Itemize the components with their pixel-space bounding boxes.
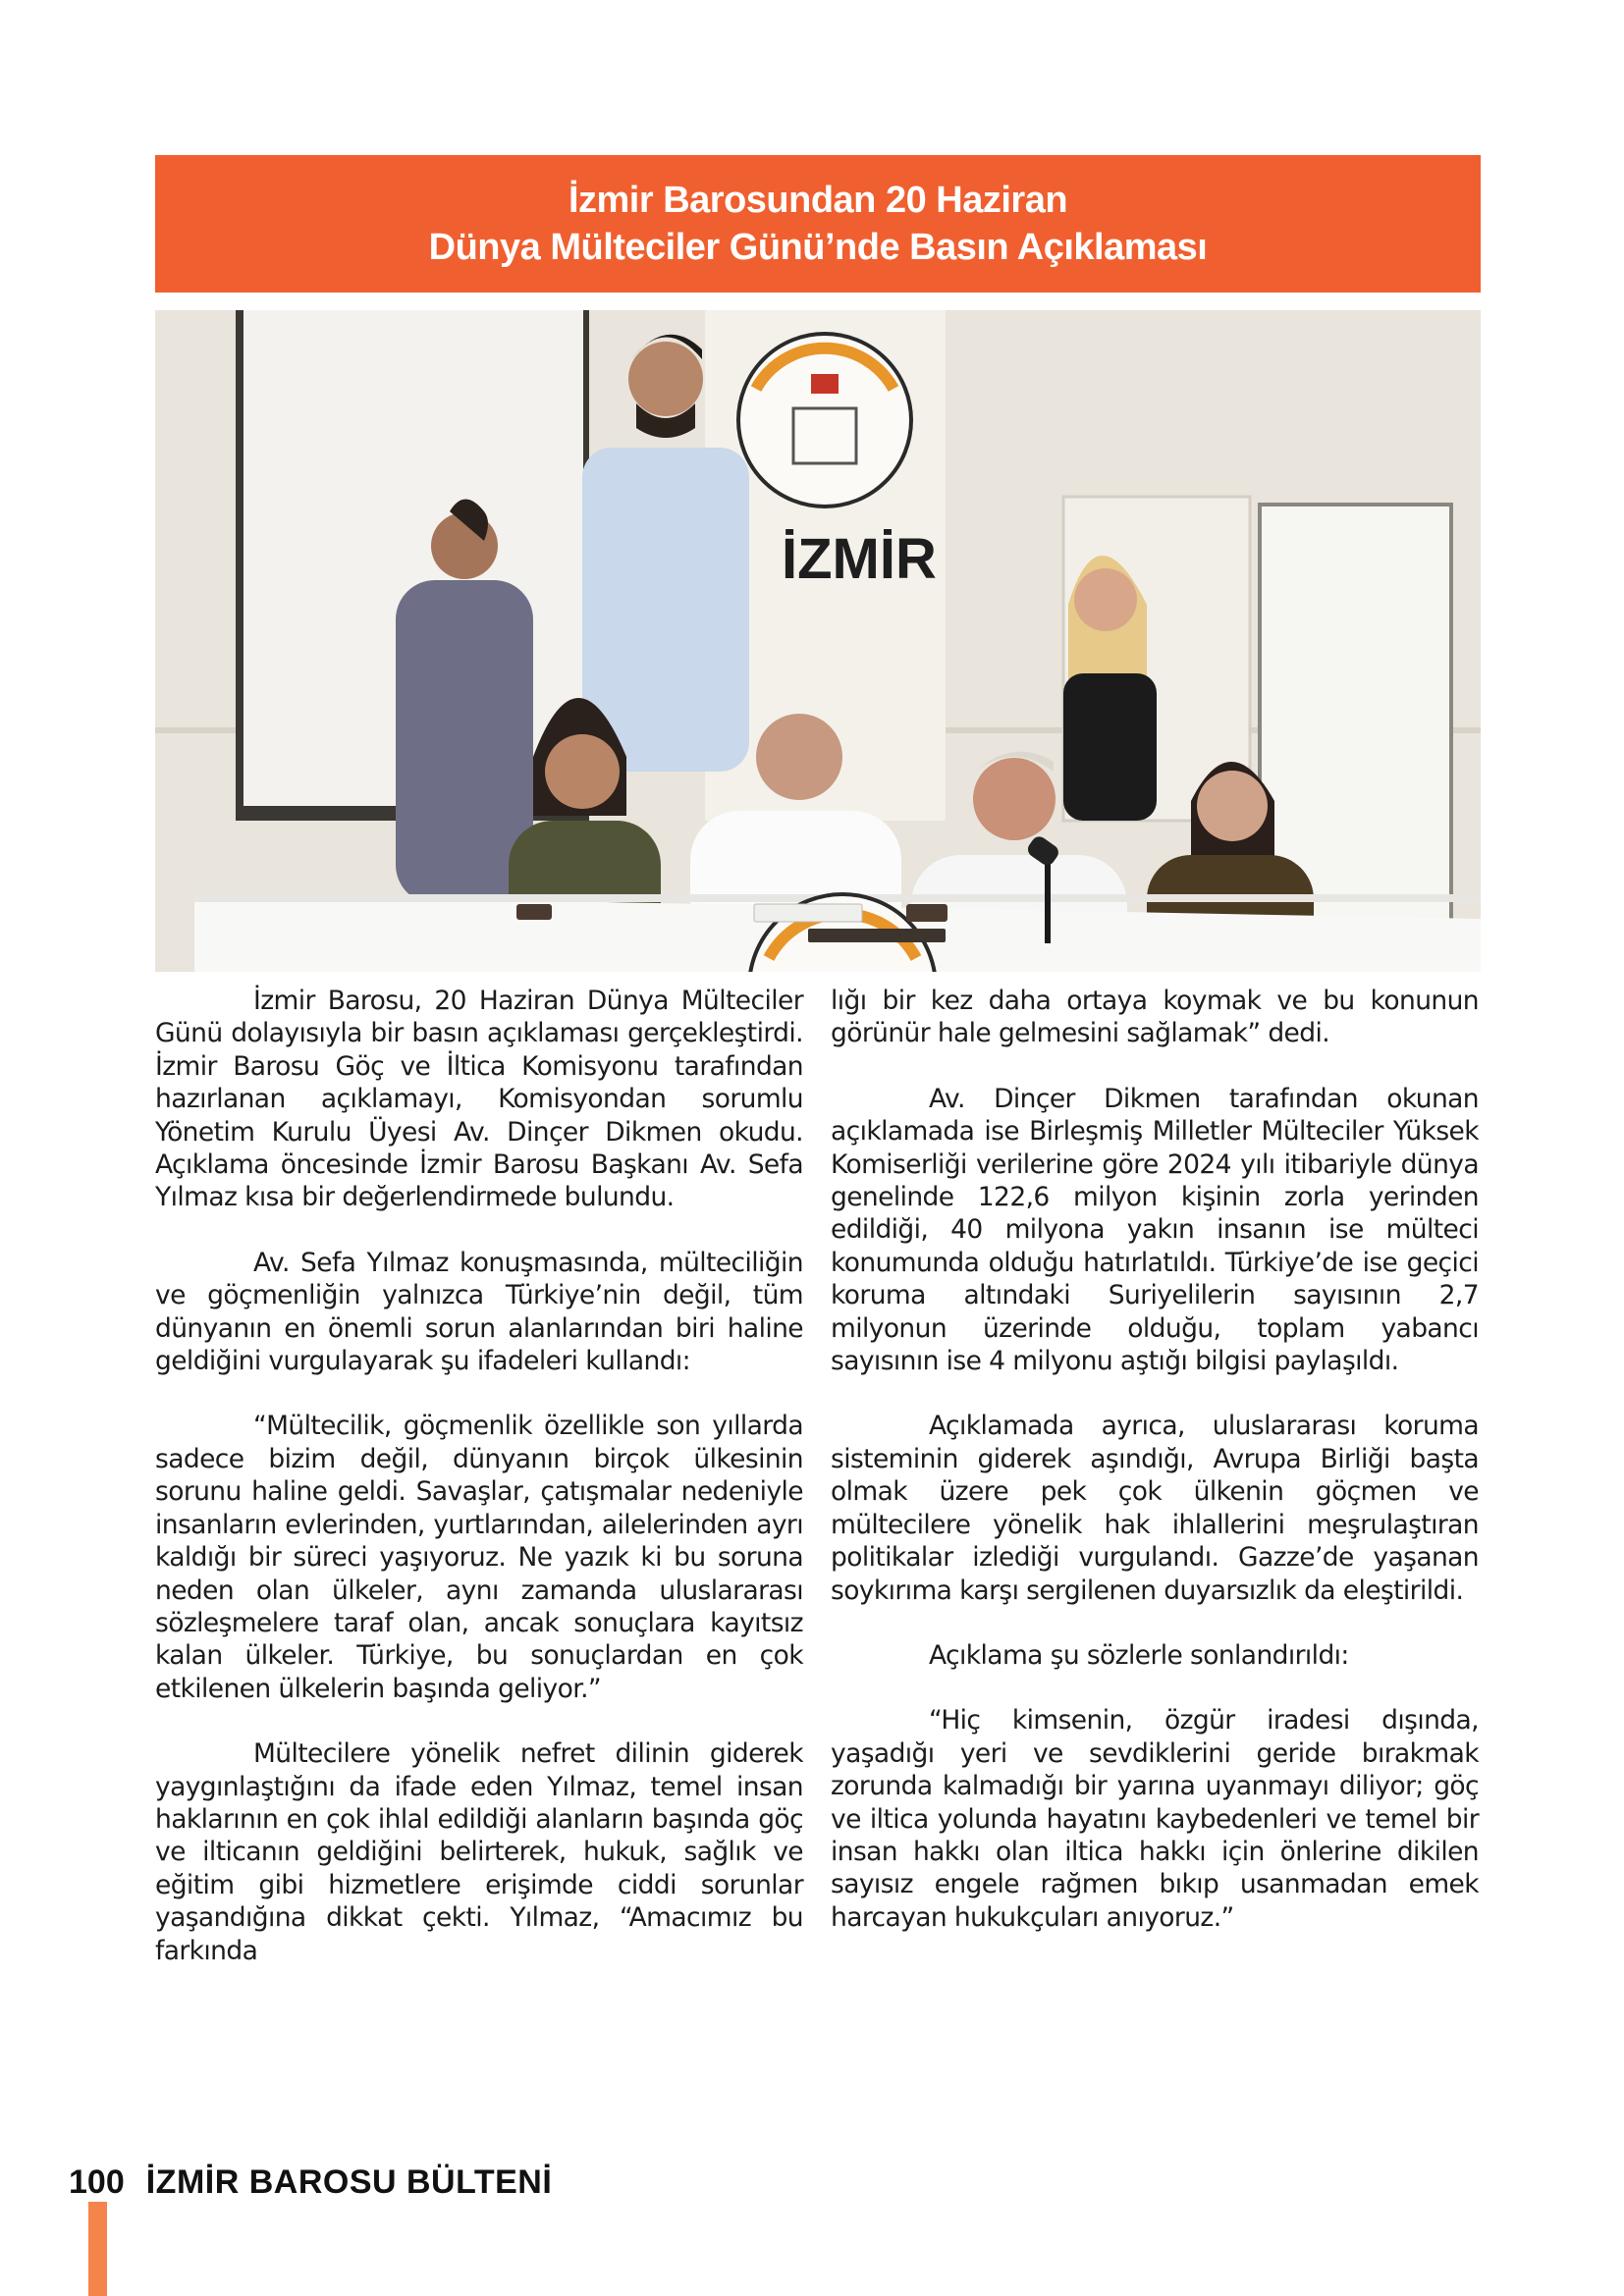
microphone-stand xyxy=(1045,855,1051,943)
quote-paragraph: “Hiç kimsenin, özgür iradesi dışında, yaşadığı yeri ve sevdiklerini geride bırakmak zorunda kalmadığı bir yarına uyanmayı diliyor; göç ve iltica yolunda hayatını kaybedenleri ve temel bir insan hakkı olan iltica hakkı için önlerine dikilen sayısız engele rağmen bıkıp usanmadan emek harcayan hukukçuları anıyoruz.” xyxy=(831,1705,1479,1933)
page-footer xyxy=(69,2163,552,2202)
papers xyxy=(754,904,862,922)
banner-logo xyxy=(738,334,911,507)
quote-paragraph: “Mültecilik, göçmenlik özellikle son yıllarda sadece bizim değil, dünyanın birçok ülkesinin sorunu haline geldi. Savaşlar, çatışmalar nedeniyle insanların evlerinden, yurtlarından, ailelerinden ayrı kaldığı bir süreci yaşıyoruz. Ne yazık ki bu soruna neden olan ülkeler, aynı zamanda uluslararası sözleşmelere taraf olan, ancak sonuçlara kayıtsız kalan ülkeler. Türkiye, bu sonuçlardan en çok etkilenen ülkelerin başında geliyor.” xyxy=(155,1411,803,1704)
phone xyxy=(906,904,947,922)
photo-scene xyxy=(155,310,1481,972)
phone xyxy=(516,904,552,920)
article-title-line-2: Dünya Mülteciler Günü’nde Basın Açıklaması xyxy=(428,227,1208,268)
paragraph-continued: lığı bir kez daha ortaya koymak ve bu konunun görünür hale gelmesini sağlamak” dedi. xyxy=(831,986,1479,1049)
paragraph: Av. Dinçer Dikmen tarafından okunan açıklamada ise Birleşmiş Milletler Mülteciler Yüksek Komiserliği verilerine göre 2024 yılı itibariyle dünya genelinde 122,6 milyon kişinin zorla yerinden edildiği, 40 milyona yakın insanın ise mülteci konumunda olduğu hatırlatıldı. Türkiye’de ise geçici koruma altındaki Suriyelilerin sayısının 2,7 milyonun üzerinde olduğu, toplam yabancı sayısının ise 4 milyonu aştığı bilgisi paylaşıldı. xyxy=(831,1083,1479,1377)
paragraph: Mültecilere yönelik nefret dilinin giderek yaygınlaştığını da ifade eden Yılmaz, temel insan haklarının en çok ihlal edildiği alanların başında göç ve ilticanın geldiğini belirterek, hukuk, sağlık ve eğitim gibi hizmetlere erişimde ciddi sorunlar yaşandığına dikkat çekti. Yılmaz, “Amacımız bu farkında xyxy=(155,1738,803,1966)
paragraph: İzmir Barosu, 20 Haziran Dünya Mülteciler Günü dolayısıyla bir basın açıklaması gerçekleştirdi. İzmir Barosu Göç ve İltica Komisyonu tarafından hazırlanan açıklamayı, Komisyondan sorumlu Yönetim Kurulu Üyesi Av. Dinçer Dikmen okudu. Açıklama öncesinde İzmir Barosu Başkanı Av. Sefa Yılmaz kısa bir değerlendirmede bulundu. xyxy=(155,986,803,1213)
article-title-line-1: İzmir Barosundan 20 Haziran xyxy=(568,180,1068,221)
footer-accent-bar xyxy=(88,2202,107,2296)
paragraph: Açıklamada ayrıca, uluslararası koruma sisteminin giderek aşındığı, Avrupa Birliği başta olmak üzere pek çok ülkenin göçmen ve mültecilere yönelik hak ihlallerini meşrulaştıran politikalar izlediği vurgulandı. Gazze’de yaşanan soykırıma karşı sergilenen duyarsızlık da eleştirildi. xyxy=(831,1411,1479,1606)
press-conference-photo xyxy=(155,310,1481,972)
folder xyxy=(808,929,946,942)
article-column-right xyxy=(831,985,1479,1966)
banner-logo-crown xyxy=(811,374,839,394)
page-number: 100 xyxy=(69,2163,125,2201)
publication-name: İZMİR BAROSU BÜLTENİ xyxy=(145,2163,553,2201)
paragraph: Açıklama şu sözlerle sonlandırıldı: xyxy=(929,1639,1349,1671)
article-column-left xyxy=(155,985,803,2000)
banner-text: İZMİR xyxy=(782,527,937,591)
paragraph: Av. Sefa Yılmaz konuşmasında, mülteciliğin ve göçmenliğin yalnızca Türkiye’nin değil, tüm dünyanın en önemli sorun alanlarından biri haline geldiğini vurgulayarak şu ifadeleri kullandı: xyxy=(155,1247,803,1377)
article-title-banner xyxy=(155,155,1481,293)
